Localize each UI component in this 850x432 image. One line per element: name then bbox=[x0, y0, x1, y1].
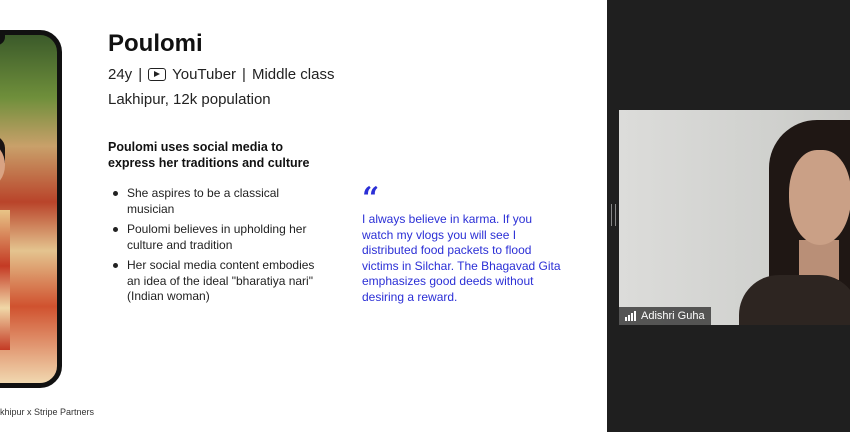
video-person-shirt bbox=[739, 275, 850, 325]
quote-mark-icon: “ bbox=[362, 181, 380, 216]
persona-class: Middle class bbox=[251, 66, 335, 83]
persona-role: YouTuber bbox=[172, 66, 237, 83]
participant-name-tag bbox=[619, 307, 711, 325]
video-person-neck bbox=[799, 240, 839, 280]
persona-meta bbox=[108, 66, 334, 83]
persona-name: Poulomi bbox=[108, 30, 203, 57]
meta-separator: | bbox=[242, 66, 246, 83]
phone-photo bbox=[0, 30, 62, 388]
video-person-face bbox=[789, 150, 850, 245]
persona-quote: I always believe in karma. If you watch my vlogs you will see I distributed food packets to flood victims in Silchar. The Bhagavad Gita emphasizes good deeds without desiring a reward. bbox=[362, 212, 561, 304]
meta-separator: | bbox=[138, 66, 143, 83]
bullet-item: She aspires to be a classical musician bbox=[110, 186, 315, 217]
persona-headline: Poulomi uses social media to express her traditions and culture bbox=[108, 140, 310, 170]
youtube-icon bbox=[148, 68, 166, 81]
persona-location: Lakhipur, 12k population bbox=[108, 91, 271, 108]
participant-video-tile[interactable] bbox=[619, 110, 850, 325]
persona-age: 24y bbox=[108, 66, 133, 83]
photo-sari bbox=[0, 210, 10, 350]
bullet-item: Poulomi believes in upholding her culture and tradition bbox=[110, 222, 315, 253]
slide-footer: khipur x Stripe Partners bbox=[0, 407, 95, 417]
phone-notch bbox=[0, 35, 5, 45]
panel-resize-handle[interactable] bbox=[611, 204, 616, 226]
signal-icon bbox=[625, 311, 636, 321]
bullet-item: Her social media content embodies an idea of the ideal "bharatiya nari" (Indian woman) bbox=[110, 258, 315, 305]
participant-name: Adishri Guha bbox=[641, 310, 705, 322]
persona-bullets bbox=[110, 186, 315, 310]
